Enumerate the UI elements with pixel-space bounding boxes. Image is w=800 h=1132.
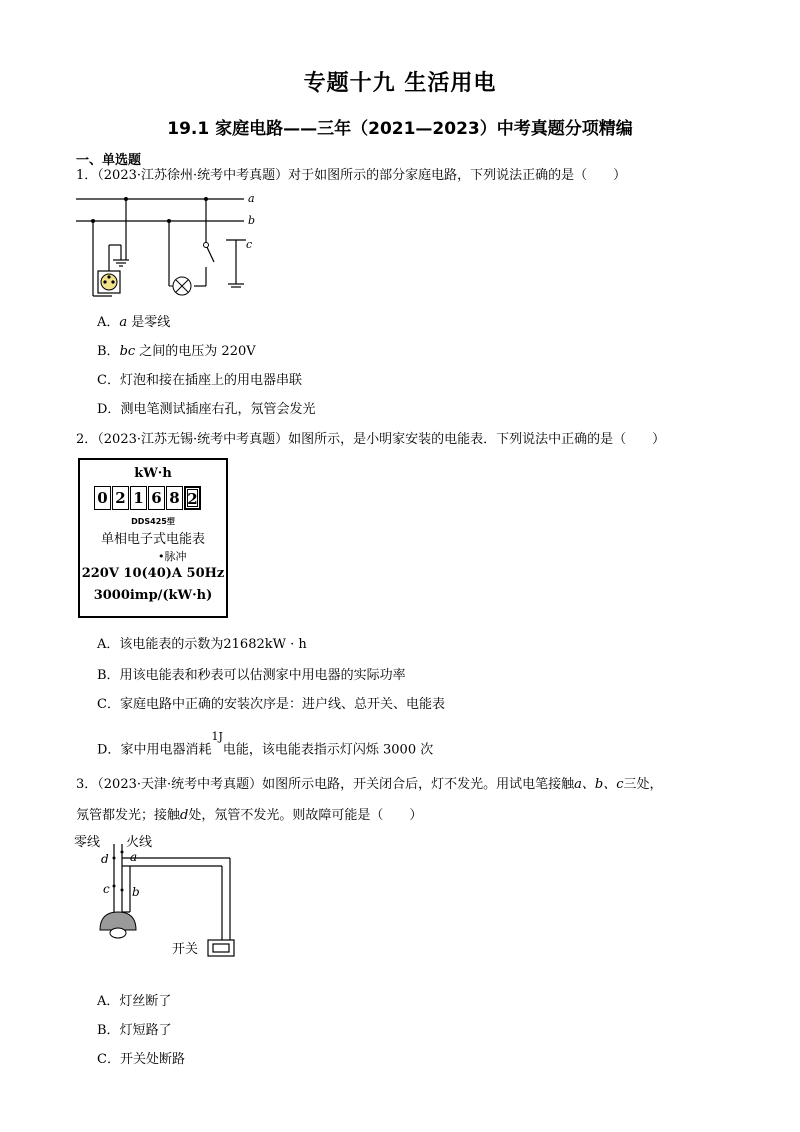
- label-b: b: [248, 214, 256, 227]
- meter-digit: 8: [166, 486, 183, 510]
- energy-value: 1J: [211, 730, 223, 743]
- switch-label: 开关: [172, 942, 199, 957]
- meter-digit: 1: [130, 486, 147, 510]
- meter-digit: 0: [94, 486, 111, 510]
- meter-spec-voltage: 220V 10(40)A 50Hz: [81, 566, 225, 581]
- q2-option-b: B．用该电能表和秒表可以估测家中用电器的实际功率: [97, 668, 406, 683]
- meter-pulse-indicator: •脉冲: [158, 550, 187, 563]
- point-b: b: [132, 885, 140, 899]
- page-title: 专题十九 生活用电: [303, 71, 497, 96]
- switch-contact: [204, 243, 209, 248]
- label-c: c: [246, 238, 253, 251]
- meter-name: 单相电子式电能表: [100, 532, 205, 547]
- q2-option-a: A．该电能表的示数为21682kW · h: [97, 637, 307, 652]
- meter-digit: 6: [148, 486, 165, 510]
- q3-option-b: B．灯短路了: [97, 1023, 172, 1038]
- question-3-circuit-figure: [70, 830, 250, 965]
- section-heading: 一、单选题: [76, 153, 142, 168]
- meter-digits: [94, 486, 202, 510]
- q1-option-b: B．bc 之间的电压为 220V: [97, 344, 256, 359]
- meter-digit-decimal: 2: [184, 486, 201, 510]
- q2-option-d: D．家中用电器消耗$^{1J}$电能，该电能表指示灯闪烁 3000 次: [97, 730, 434, 758]
- q1-option-c: C．灯泡和接在插座上的用电器串联: [97, 373, 302, 388]
- question-1-circuit-figure: [76, 190, 266, 300]
- question-3-stem-line2: 氖管都发光；接触d处，氖管不发光。则故障可能是（ ）: [76, 808, 423, 823]
- meter-digit: 2: [112, 486, 129, 510]
- point-c: c: [103, 882, 110, 896]
- neutral-wire-label: 零线: [74, 835, 101, 850]
- point-d: d: [101, 852, 109, 866]
- q3-option-a: A．灯丝断了: [97, 994, 172, 1009]
- bulb-icon: [110, 928, 126, 938]
- switch-box: [208, 940, 234, 956]
- meter-spec-constant: 3000imp/(kW·h): [93, 588, 213, 603]
- label-a: a: [248, 192, 255, 205]
- meter-unit: kW·h: [134, 466, 172, 481]
- question-2-stem: 2．（2023·江苏无锡·统考中考真题）如图所示，是小明家安装的电能表．下列说法中正确的是（ ）: [76, 432, 666, 447]
- point-a: a: [130, 850, 138, 864]
- lamp-shade-icon: [100, 912, 136, 930]
- question-1-stem: 1．（2023·江苏徐州·统考中考真题）对于如图所示的部分家庭电路，下列说法正确的是（ ）: [76, 168, 627, 183]
- question-3-stem-line1: 3．（2023·天津·统考中考真题）如图所示电路，开关闭合后，灯不发光。用试电笔接触a、b、c三处，: [76, 777, 663, 792]
- page-subtitle: 19.1 家庭电路——三年（2021—2023）中考真题分项精编: [167, 119, 633, 139]
- q3-option-c: C．开关处断路: [97, 1052, 185, 1067]
- electric-meter-figure: [78, 458, 228, 618]
- q2-option-c: C．家庭电路中正确的安装次序是：进户线、总开关、电能表: [97, 697, 445, 712]
- meter-model: DDS425型: [131, 517, 175, 526]
- live-wire-label: 火线: [126, 835, 153, 850]
- q1-option-a: A．a 是零线: [97, 315, 171, 330]
- q1-option-d: D．测电笔测试插座右孔，氖管会发光: [97, 402, 316, 417]
